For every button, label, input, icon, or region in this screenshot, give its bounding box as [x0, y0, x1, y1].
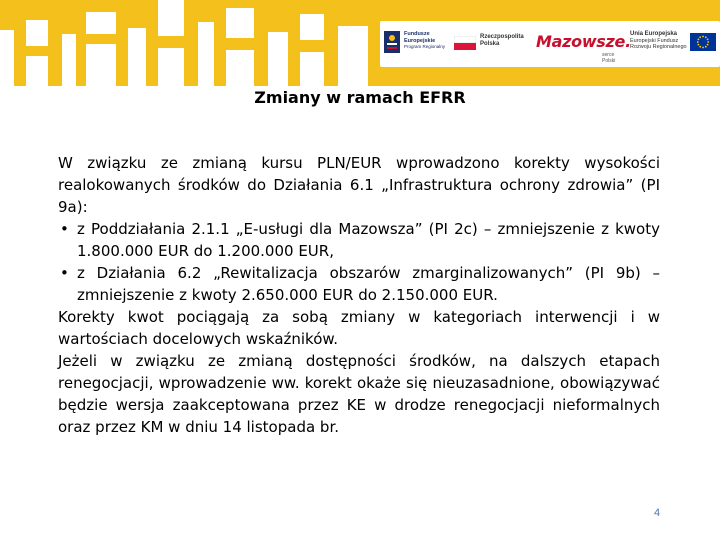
bullet-item-2: • z Działania 6.2 „Rewitalizacja obszarów zmarginalizowanych” (PI 9b) – zmniejszenie z kwoty 2.650.000 EUR do 2.150.000 EUR.	[58, 262, 660, 306]
poland-line2: Polska	[480, 41, 500, 47]
eu-line3: Rozwoju Regionalnego	[630, 44, 687, 50]
eu-flag-icon	[690, 33, 716, 51]
poland-flag-icon	[454, 36, 476, 50]
page-number: 4	[654, 507, 661, 519]
mazowsze-logo	[536, 29, 631, 64]
intro-paragraph: W związku ze zmianą kursu PLN/EUR wprowadzono korekty wysokości realokowanych środków do Działania 6.1 „Infrastruktura ochrony zdrowia” (PI 9a):	[58, 154, 660, 216]
european-funds-logo	[384, 29, 456, 59]
funds-line3: Program Regionalny	[404, 44, 446, 49]
decorative-blocks	[0, 0, 380, 86]
mazowsze-tagline: serce Polski	[602, 52, 616, 64]
renegotiation-paragraph: Jeżeli w związku ze zmianą dostępności środków, na dalszych etapach renegocjacji, wprowadzenie ww. korekt okaże się nieuzasadnione, obowiązywać będzie wersja zaakceptowana przez KE w drodze renegocjacji nieformalnych oraz przez KM w dniu 14 listopada br.	[58, 352, 660, 436]
slide-body	[58, 152, 660, 438]
mazowsze-wordmark: Mazowsze.	[536, 32, 631, 51]
funds-line2: Europejskie	[404, 37, 436, 44]
eu-line2: Europejski Fundusz	[630, 37, 679, 44]
poland-logo	[454, 31, 534, 57]
eu-logo	[630, 29, 718, 59]
bullet-list	[58, 218, 660, 306]
logo-strip	[380, 21, 720, 67]
eu-line1: Unia Europejska	[630, 31, 678, 37]
european-funds-mark-icon	[384, 31, 400, 53]
header-banner	[0, 0, 720, 86]
bullet-item-1: • z Poddziałania 2.1.1 „E-usługi dla Mazowsza” (PI 2c) – zmniejszenie z kwoty 1.800.000 EUR do 1.200.000 EUR,	[58, 218, 660, 262]
poland-line1: Rzeczpospolita	[480, 34, 524, 40]
corrections-paragraph: Korekty kwot pociągają za sobą zmiany w kategoriach interwencji i w wartościach docelowych wskaźników.	[58, 308, 660, 348]
funds-line1: Fundusze	[404, 31, 430, 37]
slide-title: Zmiany w ramach EFRR	[254, 88, 466, 107]
